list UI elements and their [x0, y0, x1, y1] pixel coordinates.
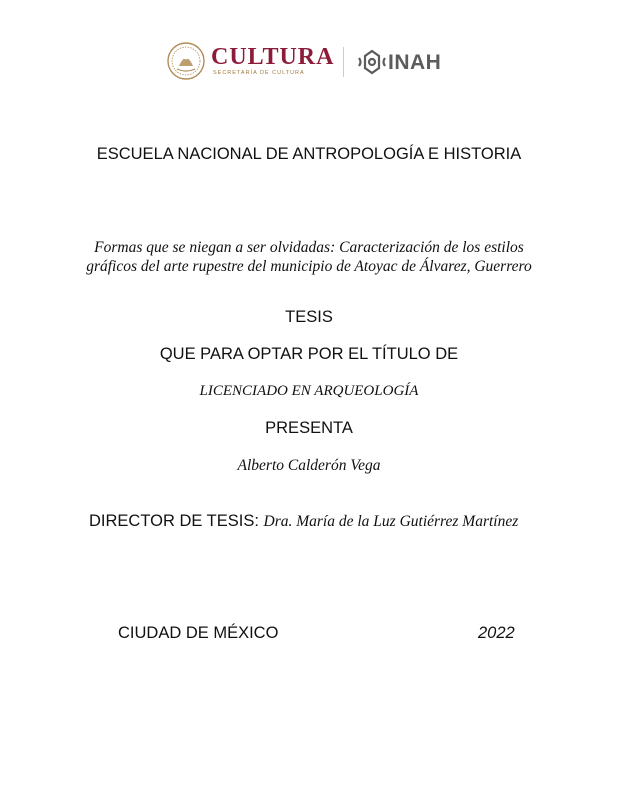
cultura-logo-subtitle: SECRETARÍA DE CULTURA — [213, 70, 305, 76]
institution-name: ESCUELA NACIONAL DE ANTROPOLOGÍA E HISTORIA — [96, 145, 522, 163]
mexico-seal-icon — [167, 42, 205, 80]
director-label: DIRECTOR DE TESIS: — [89, 512, 264, 530]
year: 2022 — [478, 624, 515, 642]
inah-emblem-icon — [357, 48, 387, 76]
degree-name: LICENCIADO EN ARQUEOLOGÍA — [199, 383, 419, 399]
tesis-heading: TESIS — [285, 308, 333, 326]
director-name: Dra. María de la Luz Gutiérrez Martínez — [263, 513, 519, 530]
city: CIUDAD DE MÉXICO — [118, 624, 279, 642]
logo-divider — [343, 47, 344, 77]
cultura-logo-text: CULTURA — [211, 44, 335, 70]
inah-logo-text: INAH — [388, 51, 442, 74]
presenta-heading: PRESENTA — [265, 419, 353, 437]
thesis-title-line-1: Formas que se niegan a ser olvidadas: Caracterización de los estilos — [94, 239, 524, 256]
thesis-title-line-2: gráficos del arte rupestre del municipio de Atoyac de Álvarez, Guerrero — [86, 258, 532, 275]
author-name: Alberto Calderón Vega — [237, 457, 381, 474]
degree-intro: QUE PARA OPTAR POR EL TÍTULO DE — [159, 345, 459, 363]
director-line — [89, 512, 518, 531]
